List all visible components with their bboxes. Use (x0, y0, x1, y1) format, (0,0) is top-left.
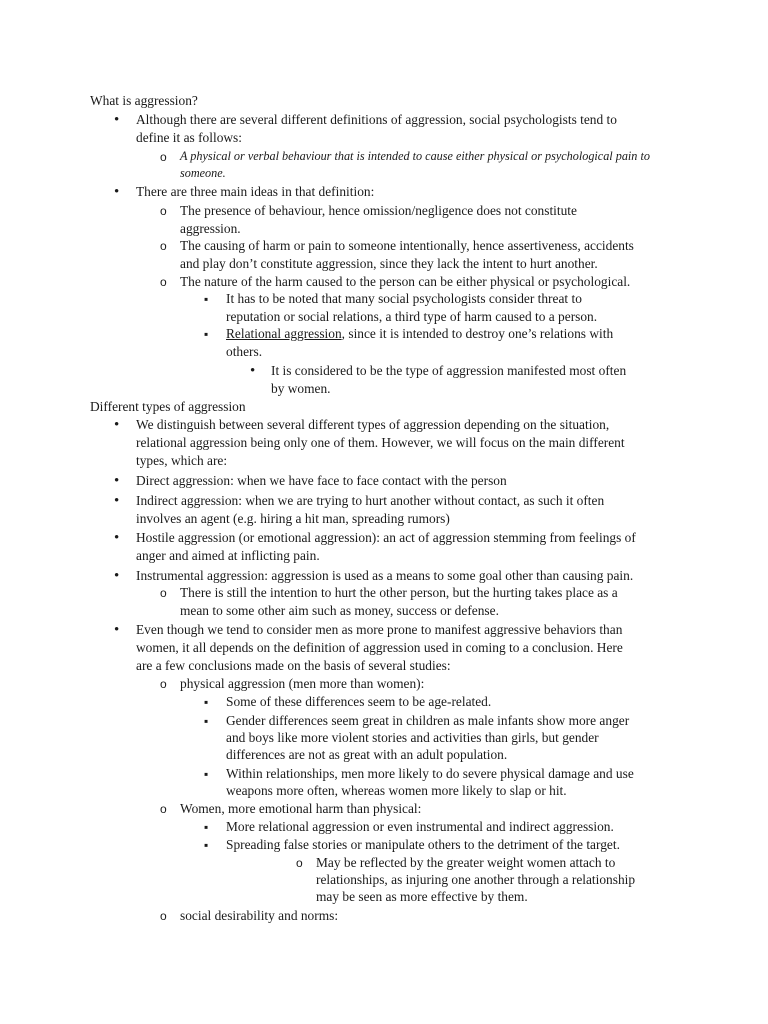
text-line: The causing of harm or pain to someone intentionally, hence assertiveness, accidents (180, 238, 634, 253)
text-line: May be reflected by the greater weight women attach to (316, 855, 616, 870)
heading-what-is-aggression: What is aggression? (90, 93, 198, 108)
bullet-icon (114, 111, 119, 130)
text-line: relational aggression being only one of them. However, we will focus on the main different (136, 435, 625, 450)
heading-different-types: Different types of aggression (90, 399, 246, 414)
text-line: Instrumental aggression: aggression is used as a means to some goal other than causing pain. (136, 568, 634, 583)
definition-line: A physical or verbal behaviour that is intended to cause either physical or psychological pain to (180, 149, 650, 163)
bullet-icon (250, 362, 255, 381)
text-line: relationships, as injuring one another through a relationship (316, 872, 636, 887)
circle-bullet-icon (160, 273, 167, 292)
square-bullet-icon (204, 693, 208, 712)
text-line: Gender differences seem great in children as male infants show more anger (226, 713, 630, 728)
text-line: The nature of the harm caused to the person can be either physical or psychological. (180, 274, 631, 289)
text-line: Indirect aggression: when we are trying to hurt another without contact, as such it often (136, 493, 605, 508)
square-bullet-icon (204, 325, 208, 344)
text-line: There is still the intention to hurt the other person, but the hurting takes place as a (180, 585, 618, 600)
text-line: physical aggression (men more than women): (180, 676, 425, 691)
bullet-icon (114, 621, 119, 640)
circle-bullet-icon (160, 675, 167, 694)
bullet-icon (114, 567, 119, 586)
circle-bullet-icon (160, 148, 167, 167)
text-line: are a few conclusions made on the basis of several studies: (136, 658, 451, 673)
text-line: and play don’t constitute aggression, since they lack the intent to hurt another. (180, 256, 598, 271)
text-line: There are three main ideas in that definition: (136, 184, 375, 199)
text-line: types, which are: (136, 453, 228, 468)
circle-bullet-icon (160, 800, 167, 819)
text-line (226, 325, 613, 343)
text-line: Direct aggression: when we have face to face contact with the person (136, 473, 507, 488)
text-line: may be seen as more effective by them. (316, 889, 528, 904)
text-line: mean to some other aim such as money, success or defense. (180, 603, 499, 618)
text-line: Some of these differences seem to be age-related. (226, 694, 492, 709)
text-line: and boys like more violent stories and activities than girls, but gender (226, 730, 599, 745)
text-line: It has to be noted that many social psychologists consider threat to (226, 291, 582, 306)
bullet-icon (114, 183, 119, 202)
square-bullet-icon (204, 290, 208, 309)
text-line: We distinguish between several different types of aggression depending on the situation, (136, 417, 610, 432)
circle-bullet-icon (160, 907, 167, 926)
circle-bullet-icon (160, 237, 167, 256)
text-line: It is considered to be the type of aggression manifested most often (271, 363, 627, 378)
definition-line: someone. (180, 166, 226, 180)
text-line: anger and aimed at inflicting pain. (136, 548, 320, 563)
text-line: Hostile aggression (or emotional aggression): an act of aggression stemming from feelings of (136, 530, 636, 545)
bullet-icon (114, 472, 119, 491)
text-line: Spreading false stories or manipulate others to the detriment of the target. (226, 837, 620, 852)
text-line: More relational aggression or even instrumental and indirect aggression. (226, 819, 614, 834)
bullet-icon (114, 492, 119, 511)
text-span: , since it is intended to destroy one’s relations with (341, 326, 614, 341)
text-line: Within relationships, men more likely to do severe physical damage and use (226, 766, 634, 781)
text-line: by women. (271, 381, 331, 396)
square-bullet-icon (204, 765, 208, 784)
text-line: aggression. (180, 221, 241, 236)
text-line: weapons more often, whereas women more likely to slap or hit. (226, 783, 567, 798)
text-line: Women, more emotional harm than physical: (180, 801, 422, 816)
square-bullet-icon (204, 818, 208, 837)
text-line: define it as follows: (136, 130, 242, 145)
bullet-icon (114, 529, 119, 548)
circle-bullet-icon (296, 854, 303, 873)
text-line: others. (226, 344, 263, 359)
text-line: reputation or social relations, a third type of harm caused to a person. (226, 309, 598, 324)
text-line: Even though we tend to consider men as more prone to manifest aggressive behaviors than (136, 622, 623, 637)
circle-bullet-icon (160, 584, 167, 603)
text-line: Although there are several different definitions of aggression, social psychologists tend to (136, 112, 617, 127)
text-line: differences are not as great with an adult population. (226, 747, 508, 762)
text-line: The presence of behaviour, hence omission/negligence does not constitute (180, 203, 577, 218)
underlined-term: Relational aggression (226, 326, 342, 341)
square-bullet-icon (204, 836, 208, 855)
text-line: social desirability and norms: (180, 908, 339, 923)
square-bullet-icon (204, 712, 208, 731)
circle-bullet-icon (160, 202, 167, 221)
text-line: women, it all depends on the definition of aggression used in coming to a conclusion. Here (136, 640, 623, 655)
bullet-icon (114, 416, 119, 435)
text-line: involves an agent (e.g. hiring a hit man, spreading rumors) (136, 511, 450, 526)
